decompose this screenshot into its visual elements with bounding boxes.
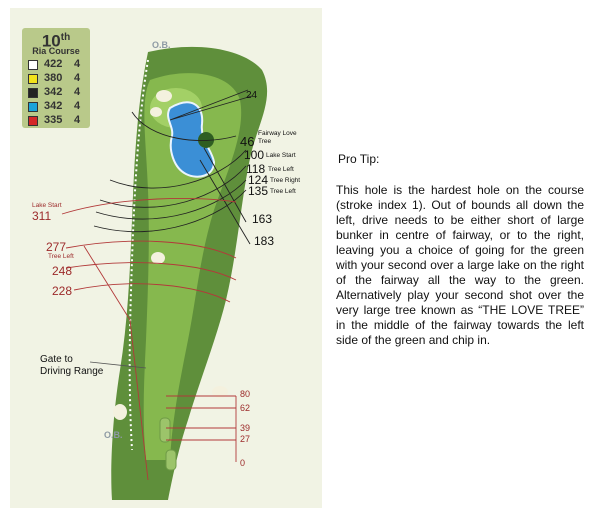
ob-label-bottom: O.B. (104, 430, 123, 440)
tee-yards: 335 (44, 114, 63, 126)
tee-par: 4 (74, 114, 81, 126)
distance-24: 24 (246, 90, 258, 101)
distance-124: 124 (248, 173, 269, 187)
tee-row (28, 58, 86, 72)
tee-row (28, 100, 86, 114)
tee-box (160, 418, 170, 442)
tee-color-swatch (28, 102, 38, 112)
pro-tip-title: Pro Tip: (338, 152, 380, 166)
tee-par: 4 (74, 72, 81, 84)
ob-label-top: O.B. (152, 40, 171, 50)
gate-label-line2: Driving Range (40, 366, 104, 377)
distance-27: 27 (240, 434, 251, 444)
lake-start-label: Lake Start (266, 152, 296, 159)
hole-number-suffix: th (60, 32, 71, 43)
tree-left-left-label: Tree Left (48, 253, 74, 260)
bunker (156, 90, 172, 102)
distance-100: 100 (244, 148, 265, 162)
distance-118: 118 (246, 162, 266, 176)
tee-par: 4 (74, 100, 81, 112)
tee-yards: 380 (44, 72, 63, 84)
distance-163: 163 (252, 212, 273, 226)
tee-par: 4 (74, 86, 81, 98)
tee-color-swatch (28, 116, 38, 126)
tee-color-swatch (28, 88, 38, 98)
tee-yards: 342 (44, 86, 63, 98)
distance-248: 248 (52, 264, 73, 278)
distance-228: 228 (52, 284, 73, 298)
lake-start-left-label: Lake Start (32, 202, 62, 209)
course-name: Ria Course (32, 46, 80, 56)
tree-left-label: Tree Left (268, 166, 294, 173)
bunker (151, 252, 165, 264)
distance-311: 311 (32, 209, 52, 223)
distance-135: 135 (248, 184, 269, 198)
hole-number-value: 10 (41, 31, 61, 51)
tee-yards: 422 (44, 58, 63, 70)
pro-tip (336, 152, 584, 348)
bunker (113, 404, 127, 420)
tee-box (166, 450, 176, 470)
distance-46: 46 (240, 134, 255, 149)
tee-row (28, 114, 86, 128)
distance-183: 183 (254, 234, 275, 248)
gate-label-line1: Gate to (40, 354, 73, 365)
tee-color-swatch (28, 74, 38, 84)
tee-row (28, 86, 86, 100)
tee-par: 4 (74, 58, 81, 70)
bunker (150, 107, 162, 117)
pro-tip-body: This hole is the hardest hole on the course (stroke index 1). Out of bounds all down the left, drive needs to be either short of large bunker in centre of fairway, or to the right, leaving you a choice of going for the green with your second over a large lake on the right of the fairway all the way to the green. Alternatively play your second shot over the very large tree known as “THE LOVE TREE” in the middle of the fairway towards the left side of the green and chip in. (336, 183, 584, 347)
distance-62: 62 (240, 403, 251, 413)
tee-yards: 342 (44, 100, 63, 112)
fairway-love-tree-label: Fairway Love (258, 130, 297, 137)
tee-row (28, 72, 86, 86)
distance-39: 39 (240, 423, 251, 433)
tee-color-swatch (28, 60, 38, 70)
distance-277: 277 (46, 240, 67, 254)
tree-left-label-2: Tree Left (270, 188, 296, 195)
tree-right-label: Tree Right (270, 177, 301, 184)
fairway-love-tree-label-2: Tree (258, 138, 272, 145)
hole-card (22, 28, 90, 128)
distance-80: 80 (240, 389, 251, 399)
distance-0: 0 (240, 458, 246, 468)
